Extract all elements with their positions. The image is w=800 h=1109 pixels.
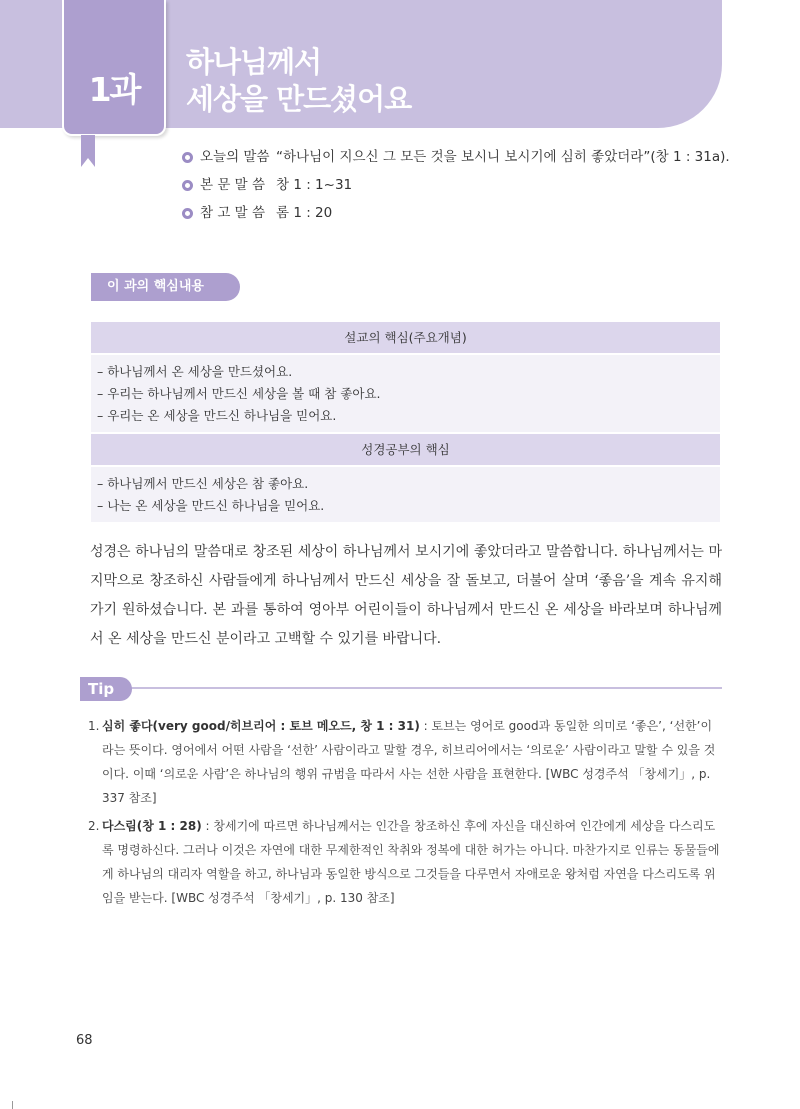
list-item: – 우리는 하나님께서 만드신 세상을 볼 때 참 좋아요. (97, 386, 381, 401)
core-content-table (91, 322, 720, 524)
scripture-label: 오늘의 말씀 (200, 149, 270, 165)
tip-body (102, 814, 722, 910)
scripture-text: 롬 1 : 20 (276, 205, 333, 221)
scripture-text: 창 1 : 1~31 (276, 177, 353, 193)
tip-number: 2. (88, 819, 100, 833)
list-item: – 우리는 온 세상을 만드신 하나님을 믿어요. (97, 408, 337, 423)
scripture-label: 참 고 말 씀 (200, 205, 266, 221)
scripture-row (182, 174, 742, 196)
tip-body (102, 714, 722, 810)
tip-text: : 창세기에 따르면 하나님께서는 인간을 창조하신 후에 자신을 대신하여 인간에게 세상을 다스리도록 명령하신다. 그러나 이것은 자연에 대한 무제한적인 착취와 정복에 대한 허가는 아니다. 마찬가지로 인류는 동물들에게 하나님의 대리자 역할을 하고, 하나님과 동일한 방식으로 그것들을 다루면서 자애로운 왕처럼 자연을 다스리도록 위임을 받는다. [WBC 성경주석 「창세기」, p. 130 참조] (102, 819, 720, 905)
tip-badge: Tip (80, 677, 132, 701)
study-core-header: 성경공부의 핵심 (91, 434, 720, 465)
scripture-row (182, 202, 742, 224)
tip-term: 심히 좋다(very good/히브리어 : 토브 메오드, 창 1 : 31) (102, 719, 420, 733)
tip-list (88, 714, 722, 914)
lesson-title-line1: 하나님께서 (186, 45, 322, 79)
circle-bullet-icon (182, 208, 193, 219)
scripture-list (182, 146, 742, 230)
tip-text: : 토브는 영어로 good과 동일한 의미로 ‘좋은’, ‘선한’이라는 뜻이다. 영어에서 어떤 사람을 ‘선한’ 사람이라고 말할 경우, 히브리어에서는 ‘의로운’ 사람이라고 말할 수 있을 것이다. 이때 ‘의로운 사람’은 하나님의 행위 규범을 따라서 사는 선한 사람을 표현한다. [WBC 성경주석 「창세기」, p. 337 참조] (102, 719, 716, 805)
page-number: 68 (76, 1033, 93, 1048)
scripture-label: 본 문 말 씀 (200, 177, 266, 193)
intro-paragraph: 성경은 하나님의 말씀대로 창조된 세상이 하나님께서 보시기에 좋았더라고 말씀합니다. 하나님께서는 마지막으로 창조하신 사람들에게 하나님께서 만드신 세상을 잘 돌보고, 더불어 살며 ‘좋음’을 계속 유지해 가기 원하셨습니다. 본 과를 통하여 영아부 어린이들이 하나님께서 만드신 온 세상을 바라보며 하나님께서 온 세상을 만드신 분이라고 고백할 수 있기를 바랍니다. (90, 544, 722, 647)
bookmark-ribbon-icon (81, 135, 95, 167)
scripture-text: “하나님이 지으신 그 모든 것을 보시니 보시기에 심히 좋았더라”(창 1 : 31a). (276, 149, 730, 165)
lesson-tab (62, 0, 166, 136)
circle-bullet-icon (182, 152, 193, 163)
list-item: – 하나님께서 온 세상을 만드셨어요. (97, 364, 293, 379)
lesson-title (186, 44, 411, 118)
list-item: – 나는 온 세상을 만드신 하나님을 믿어요. (97, 498, 325, 513)
tip-divider (120, 687, 722, 689)
list-item: – 하나님께서 만드신 세상은 참 좋아요. (97, 476, 309, 491)
tip-item (88, 814, 722, 910)
lesson-number: 1과 (88, 69, 140, 109)
sermon-core-header: 설교의 핵심(주요개념) (91, 322, 720, 353)
lesson-title-line2: 세상을 만드셨어요 (186, 82, 412, 116)
core-content-tab: 이 과의 핵심내용 (91, 273, 240, 301)
crop-mark (12, 1101, 13, 1109)
tip-number: 1. (88, 719, 100, 733)
scripture-row (182, 146, 742, 168)
tip-term: 다스림(창 1 : 28) (102, 819, 202, 833)
circle-bullet-icon (182, 180, 193, 191)
sermon-core-list (91, 355, 720, 432)
study-core-list (91, 467, 720, 522)
tip-item (88, 714, 722, 810)
